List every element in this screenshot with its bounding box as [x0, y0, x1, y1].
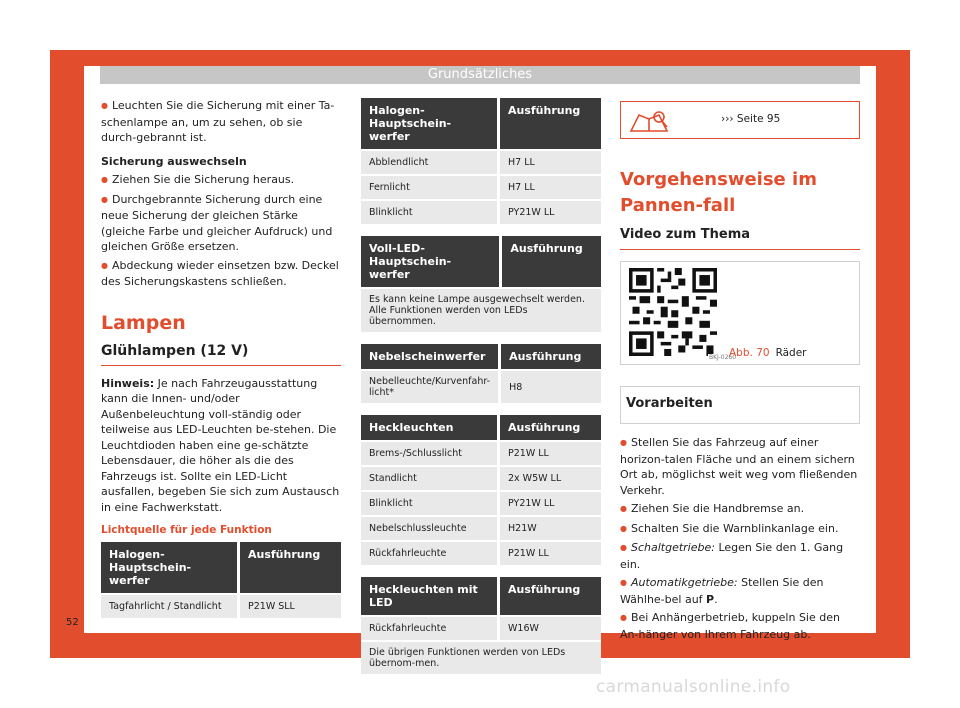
- list-item-text: Ziehen Sie die Handbremse an.: [630, 502, 805, 515]
- table-cell: H21W: [499, 516, 602, 541]
- list-item-emphasis: Automatikgetriebe:: [630, 576, 738, 589]
- page-reference-link[interactable]: ››› Seite 95: [721, 113, 781, 125]
- table-row: [361, 150, 601, 175]
- list-item: [620, 575, 860, 607]
- bulb-table-halogen-1: [101, 542, 341, 618]
- list-item-emphasis: Schaltgetriebe:: [630, 541, 715, 554]
- table-cell: Blinklicht: [361, 200, 499, 224]
- subsection-title: Glühlampen (12 V): [101, 343, 341, 366]
- list-item: [620, 435, 860, 498]
- table-cell: P21W LL: [499, 441, 602, 466]
- note-paragraph: [101, 376, 341, 516]
- table-cell: W16W: [499, 616, 602, 641]
- table-row: [361, 491, 601, 516]
- watermark: carmanualsonline.info: [596, 677, 791, 697]
- section-title-breakdown: Vorgehensweise im Pannen-fall: [620, 169, 817, 216]
- figure-code: BKJ-0260: [709, 354, 737, 361]
- list-item-tail: .: [714, 592, 718, 606]
- subheading-fuse-replace: Sicherung auswechseln: [101, 154, 247, 168]
- table-header: Voll-LED-Hauptschein-werfer: [361, 236, 501, 288]
- table-cell: Rückfahrleuchte: [361, 616, 499, 641]
- table-cell: Fernlicht: [361, 175, 499, 200]
- note-label: Hinweis:: [101, 376, 155, 390]
- list-item: ● Durchgebrannte Sicherung durch eine neue Sicherung der gleichen Stärke (gleiche Farbe und gleicher Aufdruck) und gleichen Größe ersetzen.: [101, 192, 341, 255]
- list-item: [620, 501, 860, 518]
- list-item: ● Abdeckung wieder einsetzen bzw. Deckel des Sicherungskastens schließen.: [101, 258, 341, 290]
- table-header: Heckleuchten: [361, 415, 499, 441]
- table-header: Ausführung: [499, 98, 602, 150]
- bulb-table-halogen-2: [361, 98, 601, 224]
- list-item-text: Legen Sie den 1. Gang ein.: [620, 541, 844, 571]
- table-header: Ausführung: [499, 577, 602, 616]
- list-item-strong: P: [706, 592, 715, 606]
- table-cell: Rückfahrleuchte: [361, 541, 499, 565]
- list-item-text: Bei Anhängerbetrieb, kuppeln Sie den An-hänger von Ihrem Fahrzeug ab.: [620, 611, 840, 641]
- table-cell: Nebelschlussleuchte: [361, 516, 499, 541]
- note-text: Je nach Fahrzeugausstattung kann die Innen- und/oder Außenbeleuchtung voll-ständig oder teilweise aus LED-Leuchten be-stehen. Die Leuchtdioden haben eine ge-schätzte Lebensdauer, die höher als die des Fahrzeugs ist. Sollte ein LED-Licht ausfallen, begeben Sie sich zum Austausch in eine Fachwerkstatt.: [101, 376, 340, 514]
- table-row: [101, 594, 341, 618]
- table-header: Ausführung: [239, 542, 342, 594]
- intro-bullet: ● Leuchten Sie die Sicherung mit einer Ta-schenlampe an, um zu sehen, ob sie durch-gebrannt ist.: [101, 98, 341, 146]
- cross-reference-box: [620, 101, 860, 139]
- list-item: [620, 521, 860, 538]
- table-cell: PY21W LL: [499, 200, 602, 224]
- table-row: [361, 541, 601, 565]
- page-header: Grundsätzliches: [100, 66, 860, 84]
- table-row: [361, 370, 601, 403]
- column-middle: [361, 98, 601, 686]
- table-row: [361, 516, 601, 541]
- list-item-text: Stellen Sie den Wählhe-bel auf: [620, 576, 824, 606]
- table-cell: P21W LL: [499, 541, 602, 565]
- table-header: Nebelscheinwerfer: [361, 344, 500, 370]
- table-cell: Nebelleuchte/Kurvenfahr-licht*: [361, 370, 500, 403]
- list-item-text: Stellen Sie das Fahrzeug auf einer horizon-talen Fläche und an einem sichern Ort ab, möglichst weit weg vom fließenden Verkehr.: [620, 436, 858, 497]
- read-manual-icon: [629, 109, 671, 137]
- table-header: Halogen-Hauptschein-werfer: [101, 542, 239, 594]
- step-list: [620, 435, 860, 642]
- table-cell: Brems-/Schlusslicht: [361, 441, 499, 466]
- preparation-header-box: [620, 386, 860, 424]
- table-cell: Abblendlicht: [361, 150, 499, 175]
- bulb-table-full-led: [361, 236, 601, 332]
- qr-code-icon[interactable]: [629, 268, 717, 356]
- table-header: Ausführung: [499, 415, 602, 441]
- table-cell: H7 LL: [499, 150, 602, 175]
- table-row: [361, 616, 601, 641]
- column-right: [620, 98, 860, 645]
- table-cell: H7 LL: [499, 175, 602, 200]
- figure-box: [620, 261, 860, 365]
- figure-label: Abb. 70: [729, 347, 770, 359]
- figure-caption: [729, 347, 807, 359]
- table-cell: Standlicht: [361, 466, 499, 491]
- video-section-title: Video zum Thema: [620, 227, 860, 250]
- table-header: Ausführung: [500, 344, 601, 370]
- figure-caption-text: Räder: [775, 347, 807, 359]
- table-row: [361, 466, 601, 491]
- table-cell: 2x W5W LL: [499, 466, 602, 491]
- preparation-title: Vorarbeiten: [626, 396, 713, 411]
- table-cell: P21W SLL: [239, 594, 342, 618]
- bulb-table-fog: [361, 344, 601, 403]
- table-cell: Tagfahrlicht / Standlicht: [101, 594, 239, 618]
- list-item: [620, 540, 860, 572]
- table-header: Halogen-Hauptschein-werfer: [361, 98, 499, 150]
- table-note: Es kann keine Lampe ausgewechselt werden. Alle Funktionen werden von LEDs übernommen.: [361, 288, 601, 332]
- section-title: Lampen: [101, 311, 186, 334]
- table-cell: Blinklicht: [361, 491, 499, 516]
- table-note: Die übrigen Funktionen werden von LEDs übernom-men.: [361, 641, 601, 674]
- table-row: [361, 200, 601, 224]
- list-item: ● Ziehen Sie die Sicherung heraus.: [101, 172, 341, 189]
- list-item: [620, 610, 860, 642]
- table-row: [361, 641, 601, 674]
- table-row: [361, 288, 601, 332]
- table-caption: Lichtquelle für jede Funktion: [101, 524, 272, 536]
- table-header: Heckleuchten mit LED: [361, 577, 499, 616]
- bulb-table-rear-led: [361, 577, 601, 674]
- table-row: [361, 441, 601, 466]
- column-left: [101, 98, 341, 630]
- table-row: [361, 175, 601, 200]
- list-item-text: Schalten Sie die Warnblinkanlage ein.: [630, 521, 839, 535]
- table-cell: PY21W LL: [499, 491, 602, 516]
- table-header: Ausführung: [501, 236, 601, 288]
- page-number: 52: [66, 617, 79, 628]
- bulb-table-rear: [361, 415, 601, 565]
- table-cell: H8: [500, 370, 601, 403]
